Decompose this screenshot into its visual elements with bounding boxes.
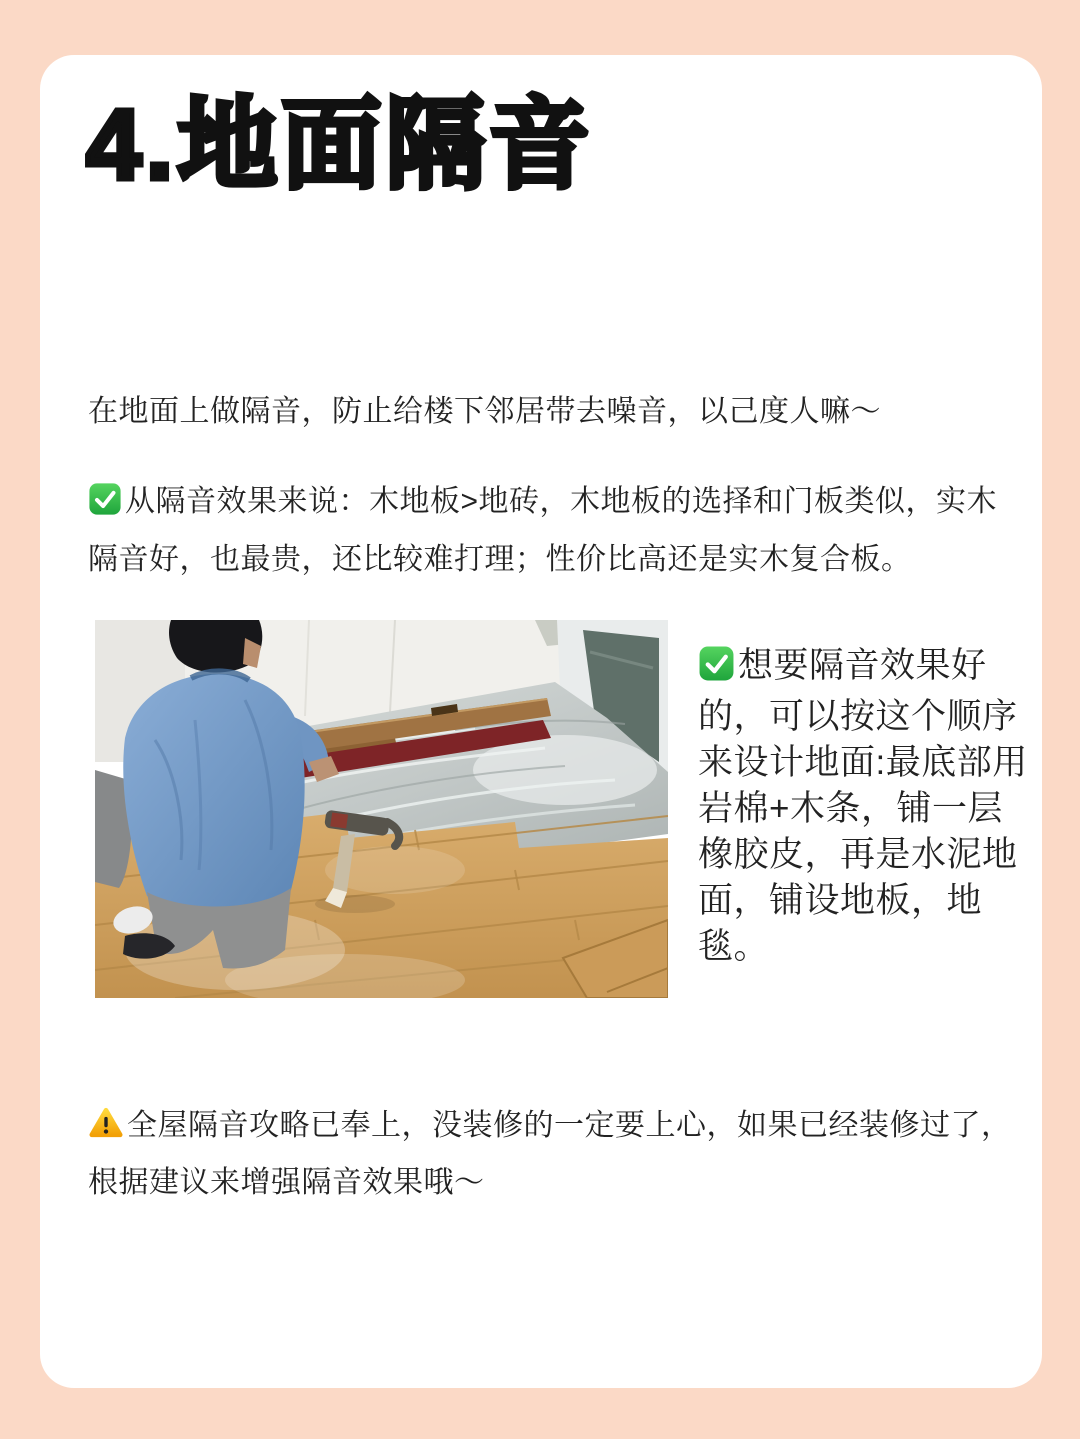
tip-order-text: 想要隔音效果好的，可以按这个顺序来设计地面:最底部用岩棉+木条，铺一层橡胶皮，再是水泥地面，铺设地板，地毯。 — [698, 646, 1028, 966]
warning-icon — [88, 1105, 124, 1157]
page-title: 4.地面隔音 — [86, 89, 594, 201]
footer-paragraph — [88, 1100, 1018, 1209]
check-icon — [698, 645, 735, 694]
tip-order-paragraph — [698, 643, 1034, 970]
intro-paragraph: 在地面上做隔音，防止给楼下邻居带去噪音，以己度人嘛～ — [88, 395, 881, 428]
tip-effect-paragraph — [88, 475, 1008, 586]
check-icon — [88, 480, 122, 533]
footer-text: 全屋隔音攻略已奉上，没装修的一定要上心，如果已经装修过了，根据建议来增强隔音效果哦～ — [88, 1109, 1012, 1199]
photo-illustration — [95, 620, 668, 998]
content-card — [40, 55, 1042, 1388]
floor-installation-photo — [95, 620, 668, 998]
tip-effect-text: 从隔音效果来说：木地板>地砖，木地板的选择和门板类似，实木隔音好，也最贵，还比较难打理；性价比高还是实木复合板。 — [88, 485, 998, 576]
